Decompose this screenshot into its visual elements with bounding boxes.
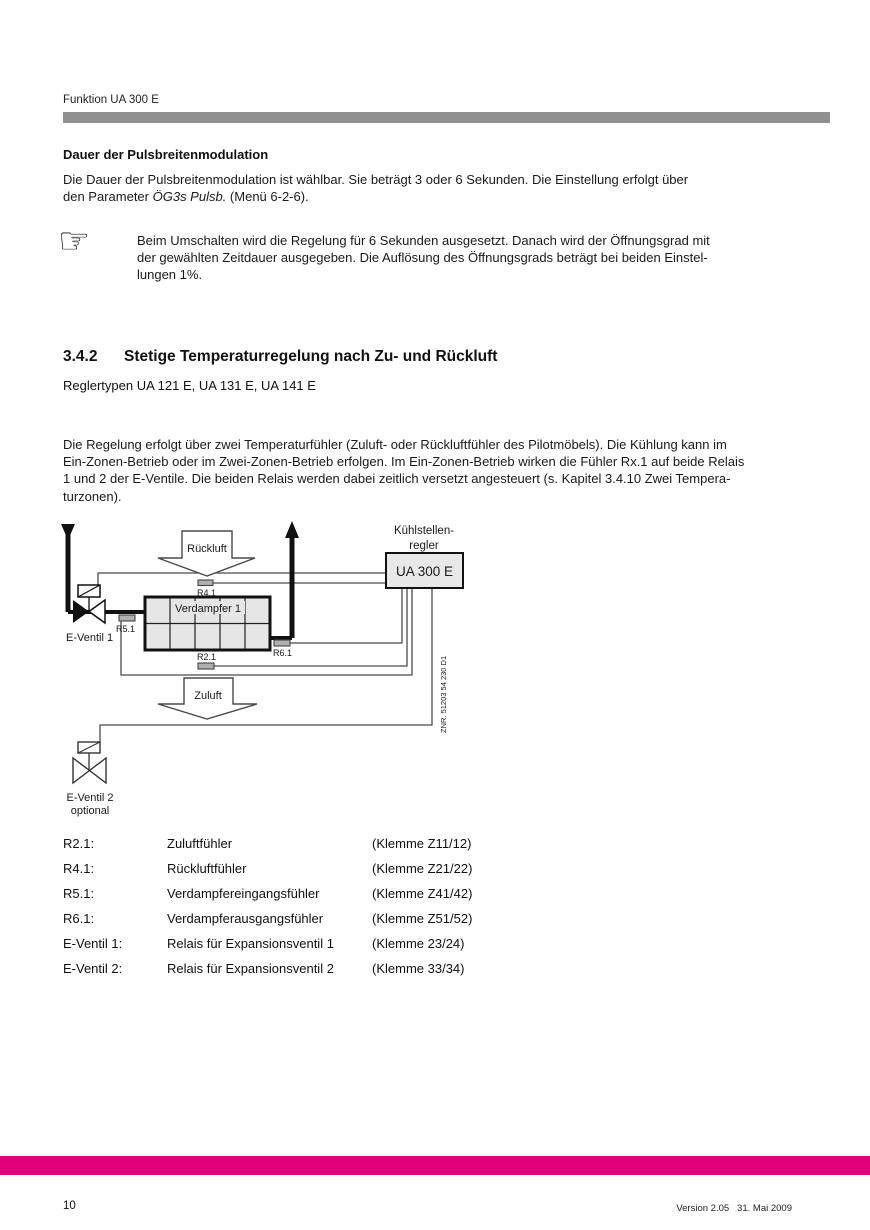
note-text: Beim Umschalten wird die Regelung für 6 Sekunden ausgesetzt. Danach wird der Öffnungsgrad mit der gewählten Zeitdauer ausgegeben. Die Auflösung des Öffnungsgrads beträgt bei beiden Einstel- lungen 1%.: [137, 233, 710, 283]
e-ventil-2-note: optional: [70, 805, 110, 817]
suction-line-arrow-icon: [285, 521, 299, 538]
controller-caption-line2: regler: [409, 540, 439, 552]
legend-row: E-Ventil 2: Relais für Expansionsventil 2 (Klemme 33/34): [63, 961, 465, 976]
sensor-r5: [119, 615, 135, 621]
legend-row: E-Ventil 1: Relais für Expansionsventil 1 (Klemme 23/24): [63, 936, 465, 951]
pulse-paragraph: [63, 171, 688, 205]
liquid-line-arrow-icon: [61, 524, 75, 540]
pointing-hand-icon: ☞: [58, 221, 91, 262]
regler-types: Reglertypen UA 121 E, UA 131 E, UA 141 E: [63, 378, 316, 393]
verdampfer-label: Verdampfer 1: [174, 603, 242, 615]
footer-accent-bar: [0, 1156, 870, 1175]
parameter-name-italic: ÖG3s Pulsb.: [152, 189, 227, 205]
sensor-r4: [198, 580, 213, 586]
sensor-r2: [198, 663, 214, 669]
legend-row: R4.1: Rückluftfühler (Klemme Z21/22): [63, 861, 473, 876]
section-342-heading: [63, 348, 497, 366]
e-ventil-1-label: E-Ventil 1: [66, 632, 114, 644]
header-rule: [63, 112, 830, 123]
section-342-paragraph: Die Regelung erfolgt über zwei Temperaturfühler (Zuluft- oder Rückluftfühler des Pilotmöbels). Die Kühlung kann im Ein-Zonen-Betrieb oder im Zwei-Zonen-Betrieb erfolgen. Im Ein-Zonen-Betrieb wirken die Fühler Rx.1 auf beide Relais 1 und 2 der E-Ventile. Die beiden Relais werden dabei zeitlich versetzt angesteuert (s. Kapitel 3.4.10 Zwei Tempera- turzonen).: [63, 437, 745, 504]
page-header-title: Funktion UA 300 E: [63, 94, 159, 106]
wiring-diagram: [50, 512, 470, 824]
ua300e-label: UA 300 E: [395, 564, 454, 579]
page-number: 10: [63, 1200, 76, 1212]
sensor-r6-label: R6.1: [273, 648, 293, 658]
legend-row: R5.1: Verdampfereingangsfühler (Klemme Z41/42): [63, 886, 473, 901]
pulse-paragraph-line2: den Parameter ÖG3s Pulsb. (Menü 6-2-6).: [63, 189, 309, 205]
footer-version: Version 2.05 31. Mai 2009: [676, 1203, 792, 1214]
rueckluft-label: Rückluft: [187, 543, 227, 555]
sensor-r2-label: R2.1: [197, 652, 217, 662]
section-title: Stetige Temperaturregelung nach Zu- und Rückluft: [124, 348, 498, 365]
sensor-r5-label: R5.1: [116, 624, 136, 634]
legend-table: [63, 836, 472, 986]
sensor-r4-label: R4.1: [197, 588, 217, 598]
verdampfer-block: [145, 597, 270, 650]
legend-row: R6.1: Verdampferausgangsfühler (Klemme Z51/52): [63, 911, 473, 926]
pulse-paragraph-line1: Die Dauer der Pulsbreitenmodulation ist wählbar. Sie beträgt 3 oder 6 Sekunden. Die Einstellung erfolgt über: [63, 172, 689, 187]
e-ventil-1-symbol: [73, 585, 105, 623]
sensor-r6: [274, 640, 290, 646]
e-ventil-2-symbol: [73, 742, 106, 783]
controller-caption-line1: Kühlstellen-: [393, 525, 455, 537]
pulse-section-heading: Dauer der Pulsbreitenmodulation: [63, 147, 269, 162]
e-ventil-2-label: E-Ventil 2: [66, 792, 114, 804]
section-number: 3.4.2: [63, 348, 98, 365]
znr-code: ZNR. 51203 54 230 D1: [439, 655, 448, 733]
legend-row: R2.1: Zuluftfühler (Klemme Z11/12): [63, 836, 472, 851]
zuluft-label: Zuluft: [194, 690, 222, 702]
